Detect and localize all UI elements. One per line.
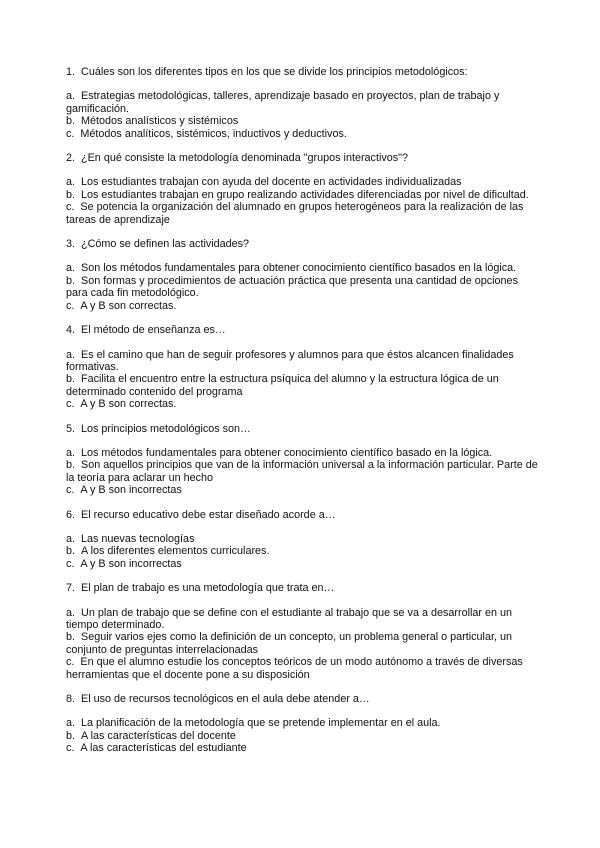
option-text: Es el camino que han de seguir profesores y alumnos para que éstos alcancen finalidades formativas. — [66, 348, 514, 373]
question-block — [66, 693, 540, 755]
question-text: ¿Cómo se definen las actividades? — [81, 238, 250, 251]
option-text: Son los métodos fundamentales para obtener conocimiento científico basados en la lógica. — [81, 262, 517, 275]
question-text: El recurso educativo debe estar diseñado acorde a… — [81, 508, 336, 521]
question-number: 5. — [66, 422, 76, 435]
question-title — [66, 324, 540, 336]
option-letter: a. — [66, 606, 76, 619]
question-block — [66, 423, 540, 497]
question-title — [66, 238, 540, 250]
option-text: A las características del estudiante — [80, 742, 247, 755]
option-letter: b. — [66, 373, 76, 386]
option-letter: a. — [66, 262, 76, 275]
answer-option — [66, 189, 540, 201]
option-text: Métodos analíticos, sistémicos, inductivos y deductivos. — [80, 127, 347, 140]
answer-option — [66, 656, 540, 681]
option-text: A las características del docente — [81, 729, 236, 742]
question-block — [66, 66, 540, 140]
option-text: A los diferentes elementos curriculares. — [81, 545, 270, 558]
option-text: Los estudiantes trabajan con ayuda del docente en actividades individualizadas — [81, 176, 462, 189]
answer-option — [66, 631, 540, 656]
option-letter: c. — [66, 127, 75, 140]
answer-option — [66, 398, 540, 410]
option-text: A y B son correctas. — [80, 398, 177, 411]
option-letter: b. — [66, 545, 76, 558]
option-text: A y B son incorrectas — [80, 557, 182, 570]
option-letter: b. — [66, 459, 76, 472]
option-letter: b. — [66, 729, 76, 742]
question-title — [66, 582, 540, 594]
option-text: Son formas y procedimientos de actuación práctica que presenta una cantidad de opciones para cada fin metodológico. — [66, 274, 518, 300]
question-block — [66, 582, 540, 681]
answer-option — [66, 275, 540, 300]
option-text: La planificación de la metodología que se pretende implementar en el aula. — [81, 717, 441, 730]
option-letter: c. — [66, 398, 75, 411]
answer-option — [66, 373, 540, 398]
question-number: 8. — [66, 693, 76, 706]
question-text: El método de enseñanza es… — [81, 324, 226, 337]
answer-option — [66, 558, 540, 570]
question-number: 2. — [66, 152, 76, 165]
question-number: 4. — [66, 324, 76, 337]
option-letter: a. — [66, 176, 76, 189]
answer-option — [66, 607, 540, 632]
answer-option — [66, 128, 540, 140]
option-text: Facilita el encuentro entre la estructura psíquica del alumno y la estructura lógica de un determinado contenido del programa — [66, 373, 499, 398]
option-letter: c. — [66, 484, 75, 497]
question-text: El uso de recursos tecnológicos en el aula debe atender a… — [81, 693, 370, 706]
option-letter: c. — [66, 201, 75, 214]
answer-option — [66, 90, 540, 115]
answer-option — [66, 447, 540, 459]
option-text: Un plan de trabajo que se define con el estudiante al trabajo que se va a desarrollar en un tiempo determinado. — [66, 606, 512, 631]
question-block — [66, 238, 540, 312]
answer-option — [66, 300, 540, 312]
question-title — [66, 693, 540, 705]
option-letter: c. — [66, 656, 75, 669]
question-text: Cuáles son los diferentes tipos en los que se divide los principios metodológicos: — [81, 66, 468, 78]
answer-option — [66, 201, 540, 226]
answer-option — [66, 717, 540, 729]
answer-option — [66, 545, 540, 557]
option-text: Los métodos fundamentales para obtener conocimiento científico basado en la lógica. — [81, 446, 493, 459]
answer-option — [66, 533, 540, 545]
option-letter: c. — [66, 557, 75, 570]
answer-option — [66, 730, 540, 742]
option-letter: c. — [66, 299, 75, 312]
option-text: Se potencia la organización del alumnado en grupos heterogéneos para la realización de las tareas de aprendizaje — [66, 201, 524, 226]
option-text: En que el alumno estudie los conceptos teóricos de un modo autónomo a través de diversas herramientas que el docente pone a su disposición — [66, 656, 523, 681]
option-letter: a. — [66, 717, 76, 730]
question-number: 6. — [66, 508, 76, 521]
option-text: A y B son incorrectas — [80, 484, 182, 497]
answer-option — [66, 349, 540, 374]
question-title — [66, 509, 540, 521]
option-text: Los estudiantes trabajan en grupo realizando actividades diferenciadas por nivel de dificultad. — [81, 188, 529, 201]
option-letter: b. — [66, 115, 76, 128]
answer-option — [66, 262, 540, 274]
question-block — [66, 152, 540, 226]
option-text: Seguir varios ejes como la definición de un concepto, un problema general o particular, un conjunto de preguntas interrelacionadas — [66, 631, 512, 656]
option-text: Las nuevas tecnologías — [81, 532, 195, 545]
answer-option — [66, 115, 540, 127]
question-title — [66, 423, 540, 435]
answer-option — [66, 742, 540, 754]
option-letter: c. — [66, 742, 75, 755]
option-letter: a. — [66, 348, 76, 361]
question-title — [66, 152, 540, 164]
option-letter: a. — [66, 446, 76, 459]
question-block — [66, 509, 540, 571]
option-letter: b. — [66, 188, 76, 201]
option-letter: b. — [66, 274, 76, 287]
question-text: El plan de trabajo es una metodología que trata en… — [81, 582, 335, 595]
option-letter: a. — [66, 532, 76, 545]
option-text: Estrategias metodológicas, talleres, aprendizaje basado en proyectos, plan de trabajo y gamificación. — [66, 90, 500, 115]
question-number: 3. — [66, 238, 76, 251]
question-number: 7. — [66, 582, 76, 595]
option-text: A y B son correctas. — [80, 299, 177, 312]
question-block — [66, 324, 540, 410]
question-number: 1. — [66, 66, 76, 78]
option-letter: a. — [66, 90, 76, 103]
answer-option — [66, 176, 540, 188]
option-text: Métodos analísticos y sistémicos — [81, 115, 239, 128]
question-text: Los principios metodológicos son… — [81, 422, 251, 435]
answer-option — [66, 484, 540, 496]
option-letter: b. — [66, 631, 76, 644]
question-text: ¿En qué consiste la metodología denominada "grupos interactivos"? — [81, 152, 408, 165]
question-title — [66, 66, 540, 78]
answer-option — [66, 459, 540, 484]
option-text: Son aquellos principios que van de la información universal a la información particular. Parte de la teoría para aclarar un hecho — [66, 459, 538, 484]
